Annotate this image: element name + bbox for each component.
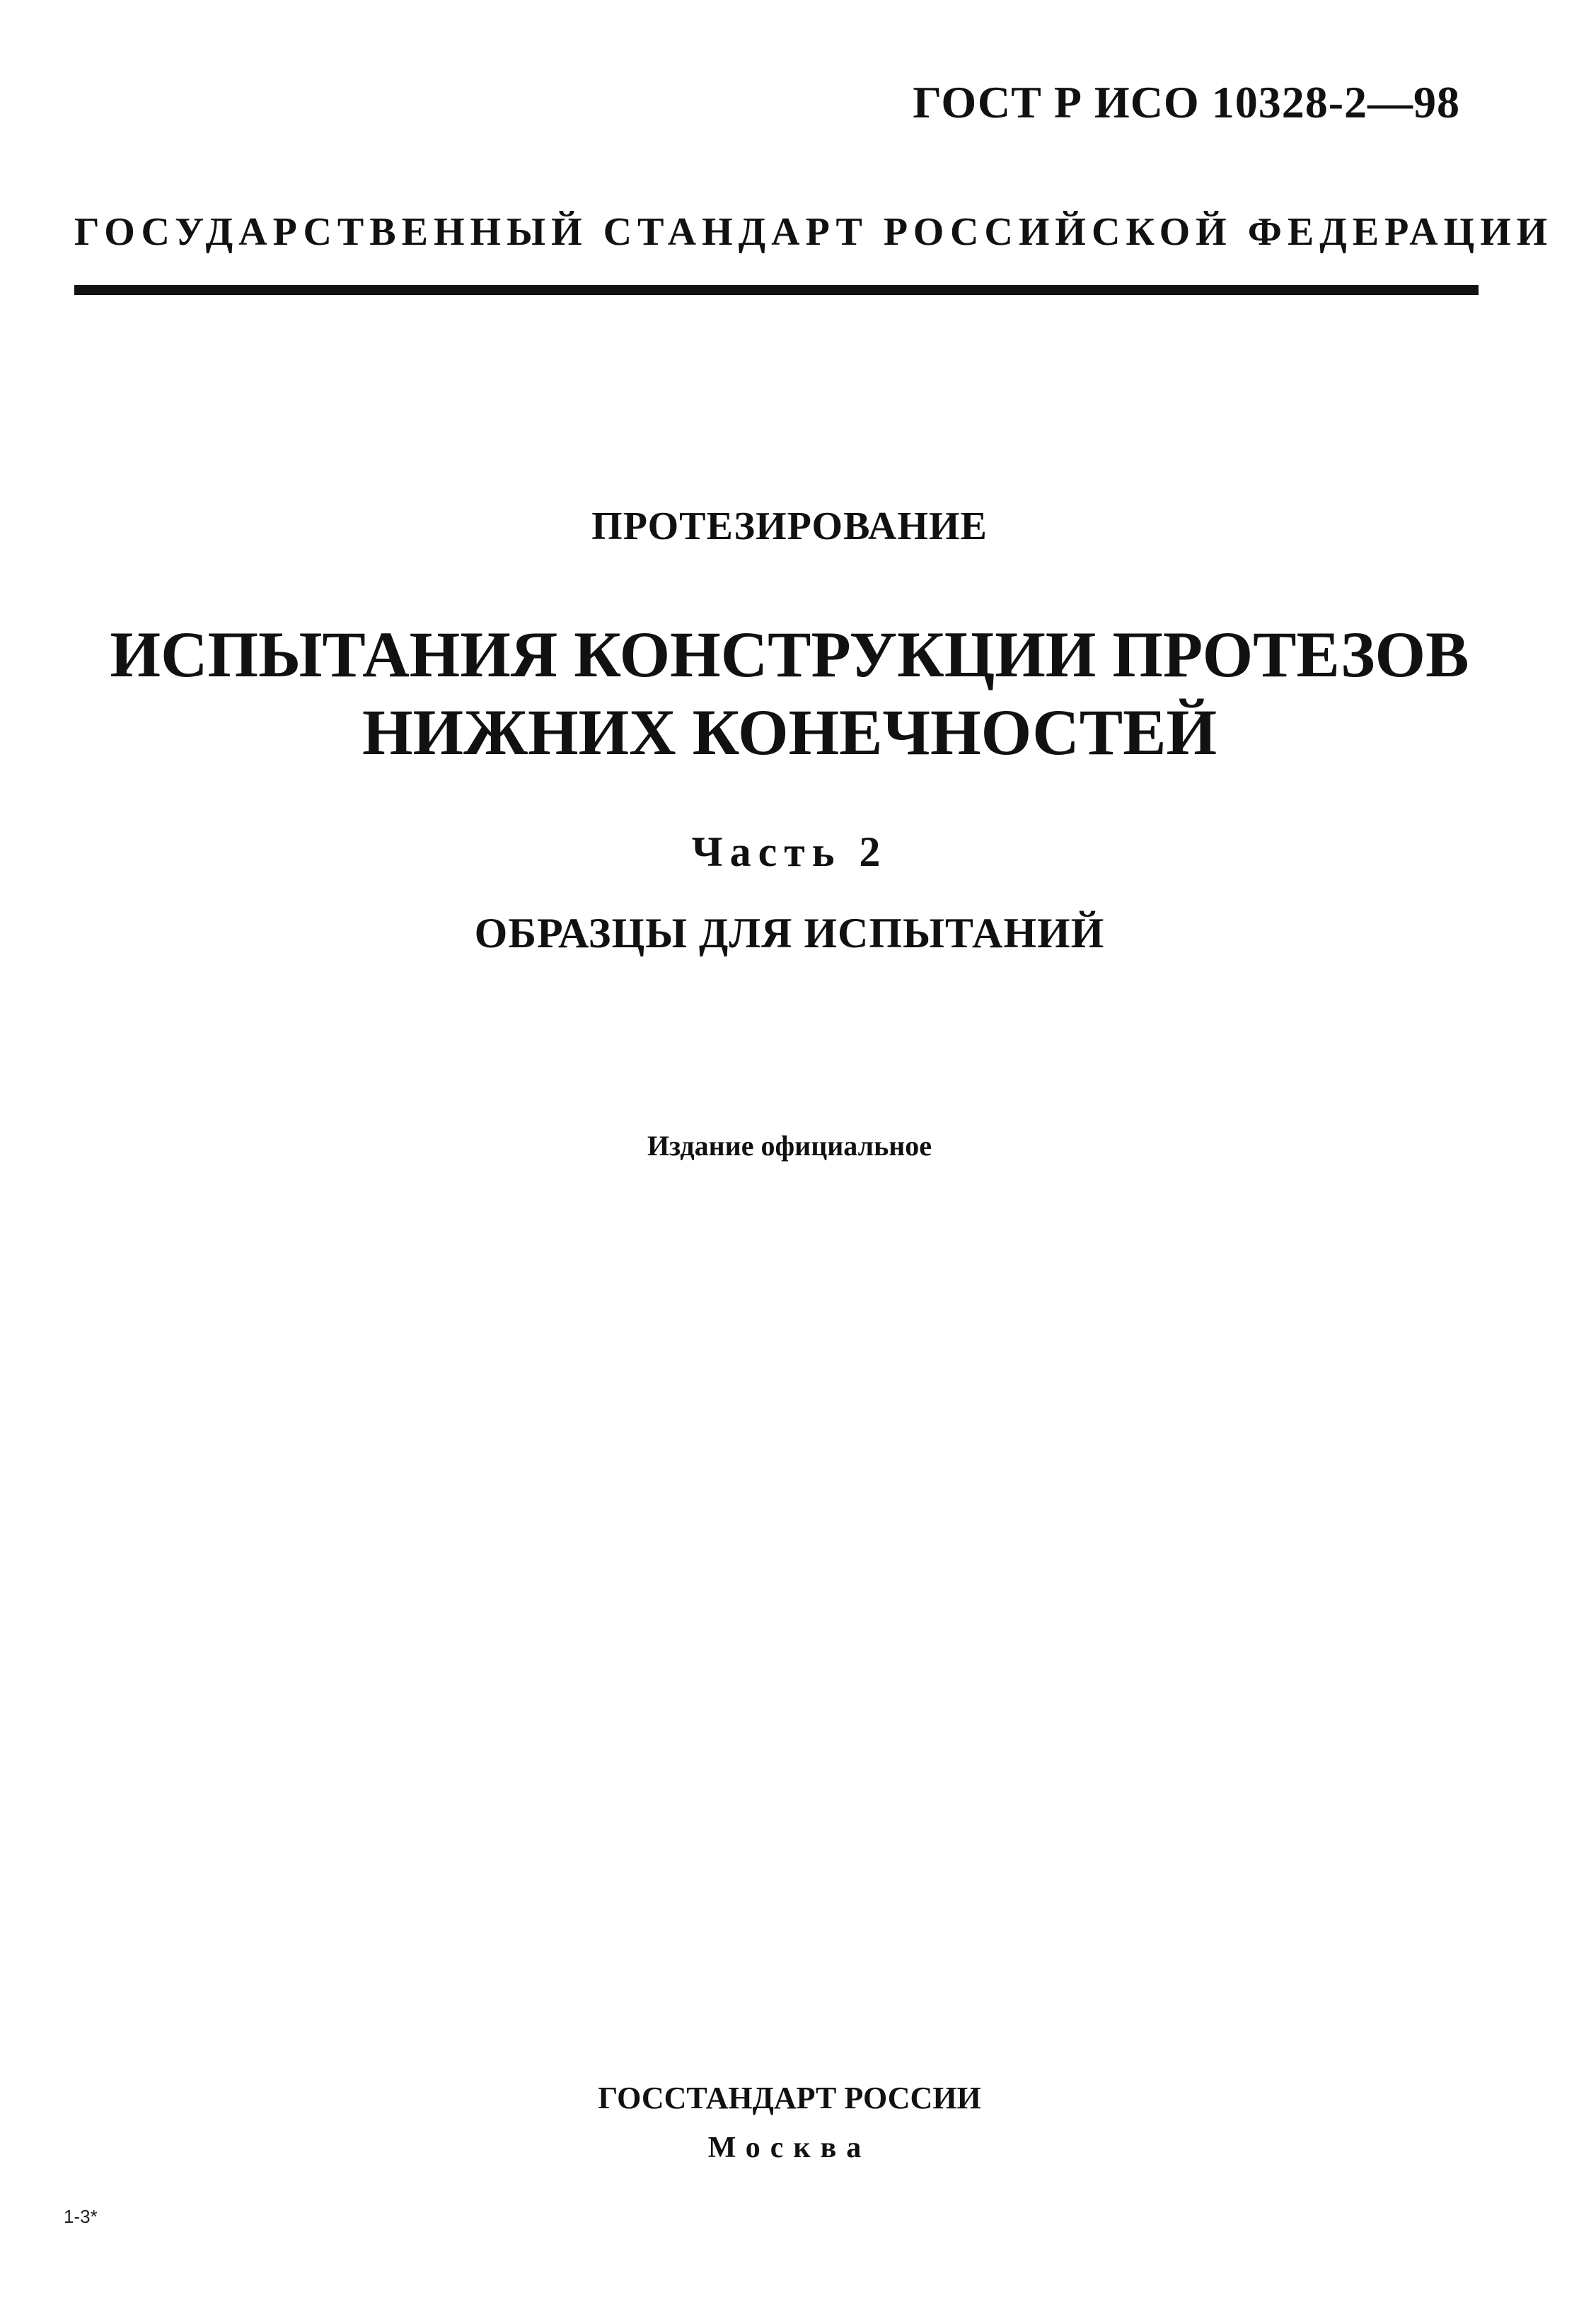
- sheet-mark: 1-3*: [64, 2206, 98, 2227]
- main-title-line-1: ИСПЫТАНИЯ КОНСТРУКЦИИ ПРОТЕЗОВ: [110, 618, 1469, 690]
- standard-code: ГОСТ Р ИСО 10328-2—98: [913, 77, 1460, 127]
- publisher: ГОССТАНДАРТ РОССИИ: [598, 2081, 981, 2115]
- publication-city: Москва: [707, 2132, 872, 2164]
- header-rule: [74, 285, 1479, 295]
- part-label: Часть 2: [691, 828, 888, 875]
- main-title-line-2: НИЖНИХ КОНЕЧНОСТЕЙ: [362, 696, 1217, 768]
- category-heading: ПРОТЕЗИРОВАНИЕ: [591, 504, 988, 548]
- edition-label: Издание официальное: [647, 1130, 932, 1162]
- agency-line: ГОСУДАРСТВЕННЫЙ СТАНДАРТ РОССИЙСКОЙ ФЕДЕРАЦИИ: [74, 210, 1554, 254]
- subtitle: ОБРАЗЦЫ ДЛЯ ИСПЫТАНИЙ: [474, 910, 1105, 956]
- main-title: [0, 615, 1579, 771]
